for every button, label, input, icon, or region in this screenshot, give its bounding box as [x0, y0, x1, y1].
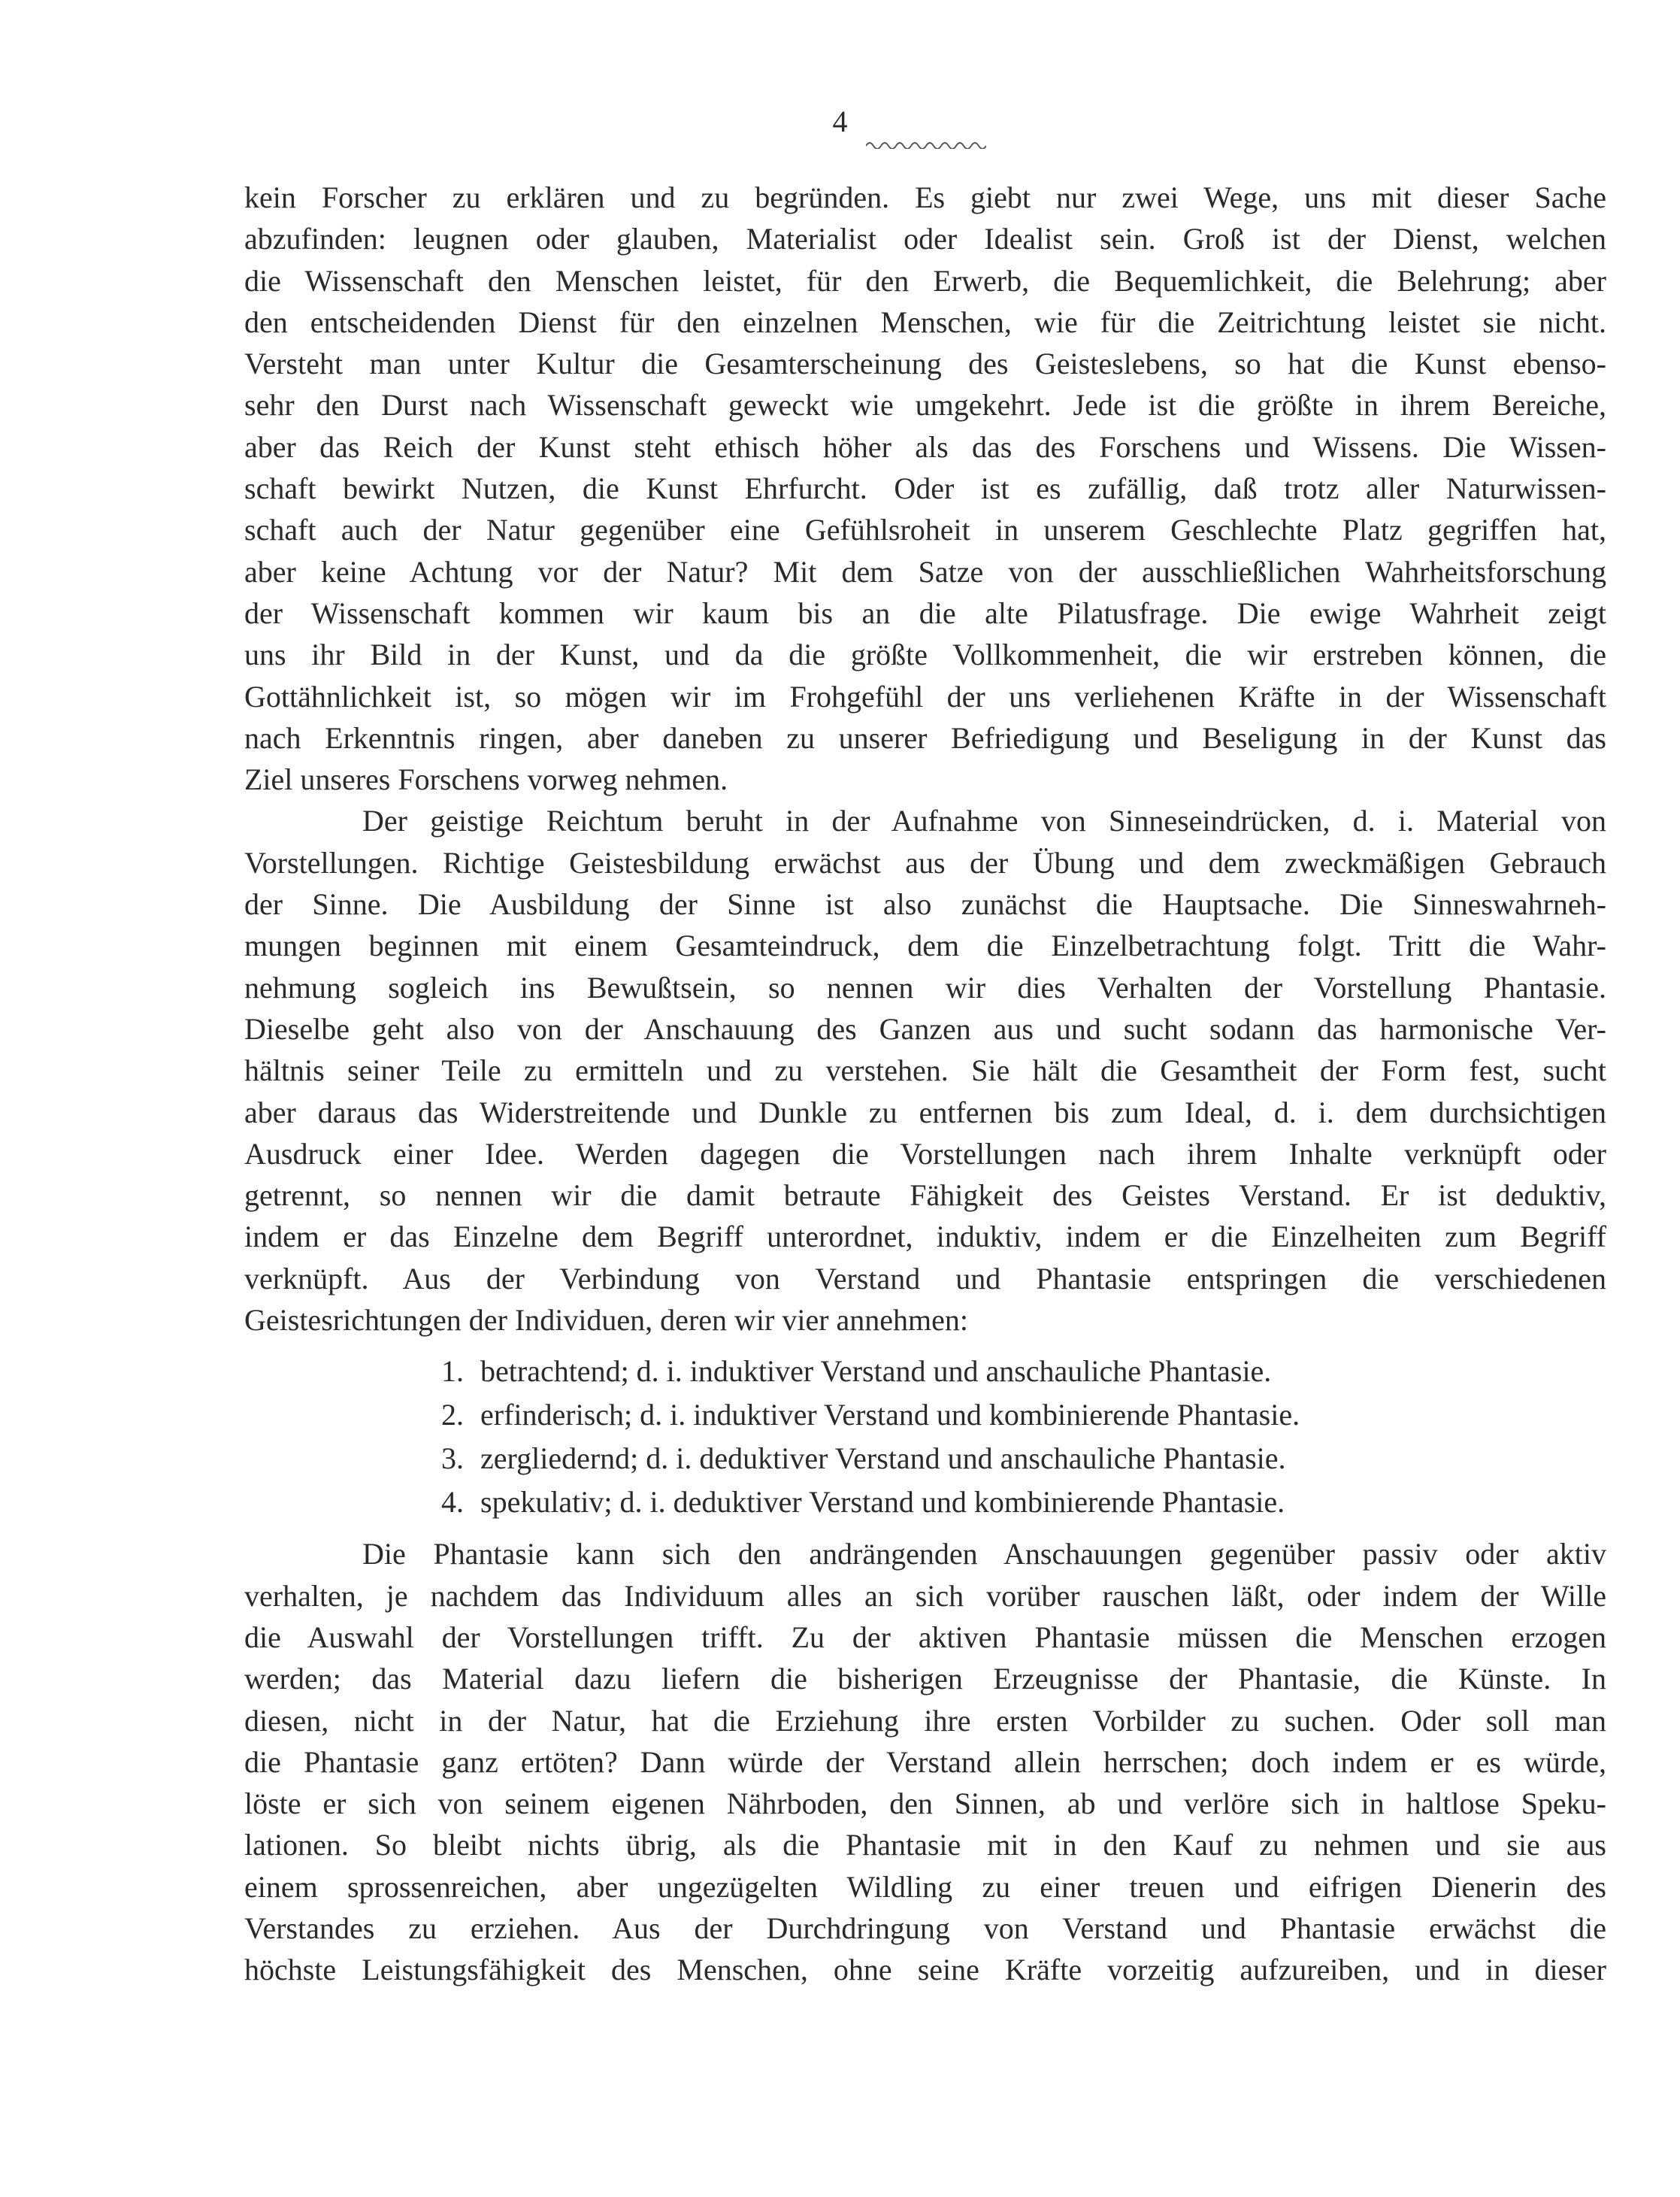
text-line: die Auswahl der Vorstellungen trifft. Zu der aktiven Phantasie müssen die Menschen erzogen [244, 1620, 1606, 1654]
text-line: der Sinne. Die Ausbildung der Sinne ist also zunächst die Hauptsache. Die Sinneswahrneh- [244, 887, 1606, 922]
paragraph-3 [244, 1533, 1606, 1990]
text-line: Ausdruck einer Idee. Werden dagegen die Vorstellungen nach ihrem Inhalte verknüpft oder [244, 1136, 1606, 1171]
text-line: kein Forscher zu erklären und zu begründen. Es giebt nur zwei Wege, uns mit dieser Sache [244, 180, 1606, 214]
list-number: 4. [441, 1485, 464, 1520]
text-line: aber daraus das Widerstreitende und Dunkle zu entfernen bis zum Ideal, d. i. dem durchsichtigen [244, 1095, 1606, 1129]
page-number: 4 [832, 105, 848, 138]
text-line: getrennt, so nennen wir die damit betraute Fähigkeit des Geistes Verstand. Er ist deduktiv, [244, 1178, 1606, 1213]
text-line: sehr den Durst nach Wissenschaft geweckt wie umgekehrt. Jede ist die größte in ihrem Bereiche, [244, 388, 1606, 423]
text-line: lationen. So bleibt nichts übrig, als die Phantasie mit in den Kauf zu nehmen und sie aus [244, 1828, 1606, 1862]
text-line: mungen beginnen mit einem Gesamteindruck, dem die Einzelbetrachtung folgt. Tritt die Wahr- [244, 929, 1606, 963]
list-item [441, 1480, 1606, 1524]
text-line: schaft auch der Natur gegenüber eine Gefühlsroheit in unserem Geschlechte Platz gegriffen hat, [244, 513, 1606, 547]
text-line: aber keine Achtung vor der Natur? Mit dem Satze von der ausschließlichen Wahrheitsforschung [244, 554, 1606, 589]
list-number: 3. [441, 1441, 464, 1476]
text-line: den entscheidenden Dienst für den einzelnen Menschen, wie für die Zeitrichtung leistet sie nicht. [244, 305, 1606, 339]
text-line: Die Phantasie kann sich den andrängenden Anschauungen gegenüber passiv oder aktiv [362, 1537, 1606, 1571]
text-line: Geistesrichtungen der Individuen, deren wir vier annehmen: [244, 1303, 969, 1338]
text-line: Dieselbe geht also von der Anschauung des Ganzen aus und sucht sodann das harmonische Ver- [244, 1011, 1606, 1046]
list-text: betrachtend; d. i. induktiver Verstand und anschauliche Phantasie. [480, 1354, 1272, 1389]
text-line: verhalten, je nachdem das Individuum alles an sich vorüber rauschen läßt, oder indem der Wille [244, 1578, 1606, 1613]
list-number: 1. [441, 1354, 464, 1389]
list-item [441, 1393, 1606, 1437]
enumerated-list [441, 1350, 1606, 1524]
text-line: Gottähnlichkeit ist, so mögen wir im Frohgefühl der uns verliehenen Kräfte in der Wissenschaft [244, 679, 1606, 714]
text-line: nach Erkenntnis ringen, aber daneben zu unserer Befriedigung und Beseligung in der Kunst das [244, 720, 1606, 755]
decorative-wave-ornament [866, 138, 986, 149]
paragraph-1 [244, 177, 1606, 800]
text-line: einem sprossenreichen, aber ungezügelten Wildling zu einer treuen und eifrigen Dienerin des [244, 1869, 1606, 1904]
paragraph-2 [244, 800, 1606, 1341]
text-line: werden; das Material dazu liefern die bisherigen Erzeugnisse der Phantasie, die Künste. In [244, 1662, 1606, 1696]
text-line: Ziel unseres Forschens vorweg nehmen. [244, 762, 728, 797]
text-line-first [244, 1533, 1606, 1574]
text-line: aber das Reich der Kunst steht ethisch höher als das des Forschens und Wissens. Die Wissen- [244, 429, 1606, 464]
body-text [244, 177, 1606, 1991]
text-line: hältnis seiner Teile zu ermitteln und zu verstehen. Sie hält die Gesamtheit der Form fest, sucht [244, 1053, 1606, 1088]
text-line: schaft bewirkt Nutzen, die Kunst Ehrfurcht. Oder ist es zufällig, daß trotz aller Naturwissen- [244, 471, 1606, 506]
text-line: Vorstellungen. Richtige Geistesbildung erwächst aus der Übung und dem zweckmäßigen Gebrauch [244, 845, 1606, 880]
text-line: diesen, nicht in der Natur, hat die Erziehung ihre ersten Vorbilder zu suchen. Oder soll man [244, 1703, 1606, 1738]
text-line: Versteht man unter Kultur die Gesamterscheinung des Geisteslebens, so hat die Kunst ebenso- [244, 347, 1606, 381]
text-line: die Phantasie ganz ertöten? Dann würde der Verstand allein herrschen; doch indem er es würde, [244, 1744, 1606, 1779]
list-text: zergliedernd; d. i. deduktiver Verstand und anschauliche Phantasie. [480, 1441, 1286, 1476]
text-line: höchste Leistungsfähigkeit des Menschen, ohne seine Kräfte vorzeitig aufzureiben, und in dieser [244, 1953, 1606, 1987]
text-line: abzufinden: leugnen oder glauben, Materialist oder Idealist sein. Groß ist der Dienst, welchen [244, 222, 1606, 256]
list-number: 2. [441, 1398, 464, 1432]
text-line-first [244, 800, 1606, 841]
list-item [441, 1437, 1606, 1480]
text-line: Verstandes zu erziehen. Aus der Durchdringung von Verstand und Phantasie erwächst die [244, 1911, 1606, 1945]
text-line: der Wissenschaft kommen wir kaum bis an die alte Pilatusfrage. Die ewige Wahrheit zeigt [244, 595, 1606, 630]
list-item [441, 1350, 1606, 1393]
text-line: nehmung sogleich ins Bewußtsein, so nennen wir dies Verhalten der Vorstellung Phantasie. [244, 970, 1606, 1005]
text-line: uns ihr Bild in der Kunst, und da die größte Vollkommenheit, die wir erstreben können, die [244, 638, 1606, 672]
text-line: verknüpft. Aus der Verbindung von Verstand und Phantasie entspringen die verschiedenen [244, 1261, 1606, 1295]
list-text: spekulativ; d. i. deduktiver Verstand und kombinierende Phantasie. [480, 1485, 1285, 1520]
text-line: löste er sich von seinem eigenen Nährboden, den Sinnen, ab und verlöre sich in haltlose Speku- [244, 1786, 1606, 1821]
text-line: indem er das Einzelne dem Begriff unterordnet, induktiv, indem er die Einzelheiten zum Begriff [244, 1220, 1606, 1254]
text-line: Der geistige Reichtum beruht in der Aufnahme von Sinneseindrücken, d. i. Material von [362, 804, 1606, 838]
list-text: erfinderisch; d. i. induktiver Verstand und kombinierende Phantasie. [480, 1398, 1300, 1432]
text-line: die Wissenschaft den Menschen leistet, für den Erwerb, die Bequemlichkeit, die Belehrung; aber [244, 263, 1606, 298]
